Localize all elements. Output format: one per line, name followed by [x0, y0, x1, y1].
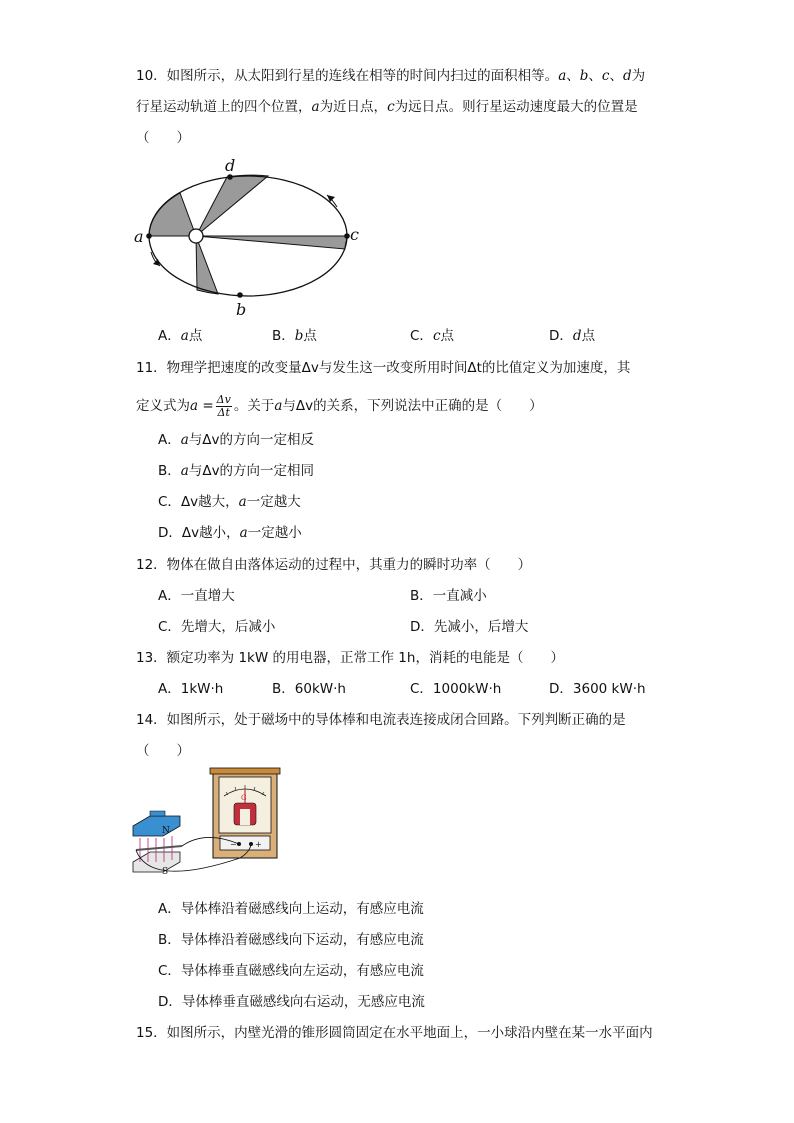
q13-stem: 13．额定功率为 1kW 的用电器，正常工作 1h，消耗的电能是（ ） — [136, 650, 564, 666]
acceleration-fraction: $\frac{\Delta v}{\Delta t}$ — [216, 392, 231, 419]
q11-option-d[interactable]: D．Δv越小，a一定越小 — [158, 525, 302, 541]
q10-option-a[interactable]: A．a点 — [158, 328, 203, 344]
conductor-rod — [136, 846, 182, 850]
q14-option-b[interactable]: B．导体棒沿着磁感线向下运动，有感应电流 — [158, 932, 424, 948]
sun-marker — [189, 229, 203, 243]
q13-option-d[interactable]: D．3600 kW·h — [549, 681, 646, 697]
q13-option-b[interactable]: B．60kW·h — [272, 681, 346, 697]
point-c-dot — [344, 233, 350, 239]
point-d-dot — [227, 174, 233, 180]
label-a: a — [134, 227, 144, 246]
q10-stem-line1: 10．如图所示，从太阳到行星的连线在相等的时间内扫过的面积相等。a、b、c、d为 — [136, 68, 646, 84]
north-pole-label: N — [162, 826, 170, 836]
q12-option-c[interactable]: C．先增大，后减小 — [158, 619, 276, 635]
horseshoe-magnet-top — [133, 816, 180, 836]
q10-option-d[interactable]: D．d点 — [549, 328, 596, 344]
q13-option-a[interactable]: A．1kW·h — [158, 681, 224, 697]
q15-stem-line1: 15．如图所示，内壁光滑的锥形圆筒固定在水平地面上，一小球沿内壁在某一水平面内 — [136, 1025, 653, 1041]
point-a-dot — [146, 233, 152, 239]
galvanometer-circuit-figure — [128, 766, 293, 886]
label-d: d — [225, 156, 236, 175]
q11-option-a[interactable]: A．a与Δv的方向一定相反 — [158, 432, 315, 448]
q11-stem-line2: 定义式为a = $\frac{\Delta v}{\Delta t}$ 。关于a与Δv的关系，下列说法中正确的是（ ） — [136, 392, 543, 419]
q10-answer-paren: （ ） — [136, 130, 190, 146]
q14-option-d[interactable]: D．导体棒垂直磁感线向右运动，无感应电流 — [158, 994, 425, 1010]
q11-stem-line1: 11．物理学把速度的改变量Δv与发生这一改变所用时间Δt的比值定义为加速度，其 — [136, 360, 631, 376]
q14-option-c[interactable]: C．导体棒垂直磁感线向左运动，有感应电流 — [158, 963, 424, 979]
q12-option-b[interactable]: B．一直减小 — [410, 588, 487, 604]
galvanometer-label: G — [241, 794, 247, 802]
q11-option-b[interactable]: B．a与Δv的方向一定相同 — [158, 463, 315, 479]
q10-option-b[interactable]: B．b点 — [272, 328, 317, 344]
q14-option-a[interactable]: A．导体棒沿着磁感线向上运动，有感应电流 — [158, 901, 424, 917]
q14-stem-line1: 14．如图所示，处于磁场中的导体棒和电流表连接成闭合回路。下列判断正确的是 — [136, 712, 626, 728]
q12-option-a[interactable]: A．一直增大 — [158, 588, 235, 604]
terminal-minus-label: − — [230, 840, 237, 849]
q10-stem-line2: 行星运动轨道上的四个位置，a为近日点，c为远日点。则行星运动速度最大的位置是 — [136, 99, 638, 115]
q13-option-c[interactable]: C．1000kW·h — [410, 681, 502, 697]
label-c: c — [350, 225, 359, 244]
kepler-orbit-figure — [130, 155, 370, 320]
q12-option-d[interactable]: D．先减小，后增大 — [410, 619, 529, 635]
label-b: b — [236, 300, 247, 319]
terminal-plus-label: + — [255, 840, 262, 849]
south-pole-label: S — [162, 867, 169, 877]
q14-answer-paren: （ ） — [136, 743, 190, 759]
q10-option-c[interactable]: C．c点 — [410, 328, 454, 344]
point-b-dot — [237, 292, 243, 298]
q12-stem: 12．物体在做自由落体运动的过程中，其重力的瞬时功率（ ） — [136, 557, 532, 573]
q11-option-c[interactable]: C．Δv越大，a一定越大 — [158, 494, 301, 510]
